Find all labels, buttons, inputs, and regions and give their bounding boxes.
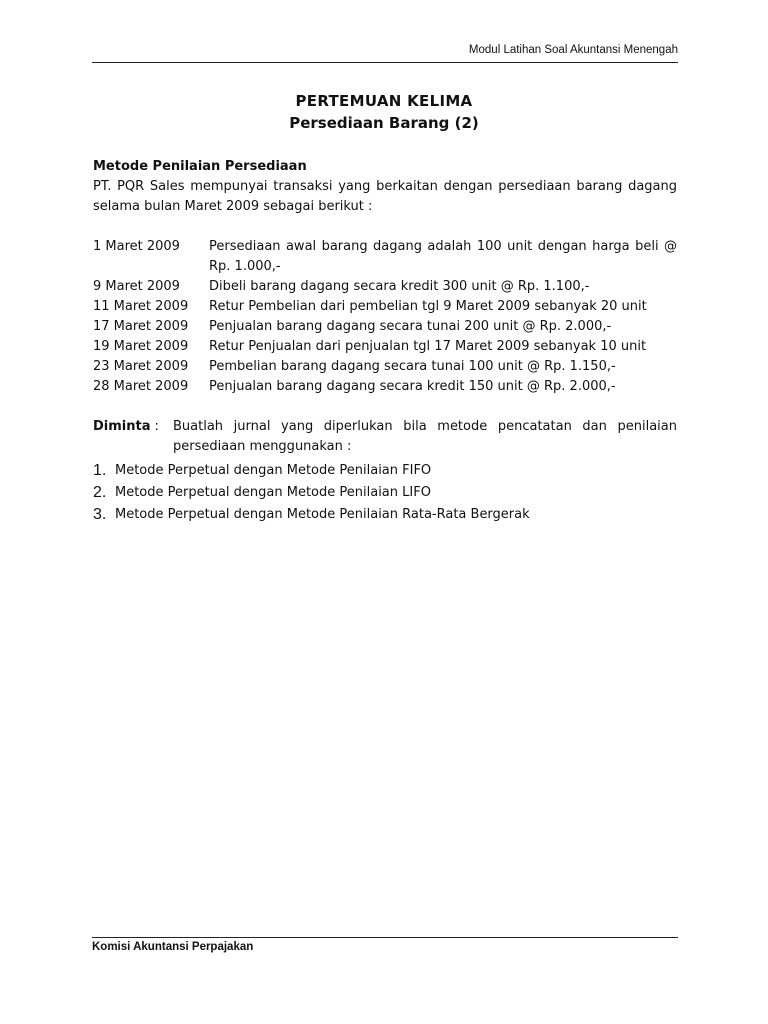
transaction-row bbox=[93, 357, 677, 377]
page-footer bbox=[92, 937, 678, 953]
transaction-date: 11 Maret 2009 bbox=[93, 299, 189, 314]
task-block bbox=[93, 417, 677, 526]
transaction-row bbox=[93, 377, 677, 397]
transaction-description: Dibeli barang dagang secara kredit 300 unit @ Rp. 1.100,- bbox=[209, 279, 590, 294]
footer-text: Komisi Akuntansi Perpajakan bbox=[92, 941, 254, 953]
transaction-date: 23 Maret 2009 bbox=[93, 359, 189, 374]
page-subtitle: Persediaan Barang (2) bbox=[289, 114, 479, 132]
transaction-description: Penjualan barang dagang secara kredit 150 unit @ Rp. 2.000,- bbox=[209, 379, 616, 394]
method-text: Metode Perpetual dengan Metode Penilaian LIFO bbox=[115, 485, 431, 500]
task-label-wrap bbox=[93, 417, 173, 457]
method-number: 2. bbox=[93, 484, 107, 501]
transaction-description: Pembelian barang dagang secara tunai 100 unit @ Rp. 1.150,- bbox=[209, 359, 616, 374]
transaction-date: 1 Maret 2009 bbox=[93, 239, 180, 254]
method-item bbox=[93, 460, 677, 482]
transaction-row bbox=[93, 277, 677, 297]
intro-paragraph: PT. PQR Sales mempunyai transaksi yang berkaitan dengan persediaan barang dagang selama bulan Maret 2009 sebagai berikut : bbox=[93, 179, 677, 214]
section-heading: Metode Penilaian Persediaan bbox=[93, 159, 307, 174]
header-text: Modul Latihan Soal Akuntansi Menengah bbox=[468, 44, 678, 56]
transaction-list bbox=[93, 237, 677, 397]
method-number: 1. bbox=[93, 462, 107, 479]
title-block bbox=[0, 90, 768, 134]
transaction-row bbox=[93, 317, 677, 337]
transaction-row bbox=[93, 337, 677, 357]
task-instruction bbox=[93, 417, 677, 457]
task-label: Diminta bbox=[93, 419, 151, 434]
document-body bbox=[93, 157, 677, 526]
method-text: Metode Perpetual dengan Metode Penilaian Rata-Rata Bergerak bbox=[115, 507, 530, 522]
transaction-date: 9 Maret 2009 bbox=[93, 279, 180, 294]
method-text: Metode Perpetual dengan Metode Penilaian FIFO bbox=[115, 463, 432, 478]
page-title: PERTEMUAN KELIMA bbox=[295, 92, 473, 110]
transaction-row bbox=[93, 297, 677, 317]
transaction-description: Persediaan awal barang dagang adalah 100 unit dengan harga beli @ Rp. 1.000,- bbox=[209, 239, 677, 274]
method-number: 3. bbox=[93, 506, 107, 523]
task-colon: : bbox=[154, 419, 159, 434]
page-header bbox=[92, 42, 678, 63]
transaction-description: Retur Pembelian dari pembelian tgl 9 Maret 2009 sebanyak 20 unit bbox=[209, 299, 647, 314]
transaction-date: 17 Maret 2009 bbox=[93, 319, 189, 334]
transaction-date: 28 Maret 2009 bbox=[93, 379, 189, 394]
transaction-description: Penjualan barang dagang secara tunai 200 unit @ Rp. 2.000,- bbox=[209, 319, 612, 334]
transaction-description: Retur Penjualan dari penjualan tgl 17 Maret 2009 sebanyak 10 unit bbox=[209, 339, 647, 354]
method-list bbox=[93, 460, 677, 526]
method-item bbox=[93, 504, 677, 526]
transaction-date: 19 Maret 2009 bbox=[93, 339, 189, 354]
method-item bbox=[93, 482, 677, 504]
task-text: Buatlah jurnal yang diperlukan bila metode pencatatan dan penilaian persediaan menggunakan : bbox=[173, 419, 677, 454]
transaction-row bbox=[93, 237, 677, 277]
